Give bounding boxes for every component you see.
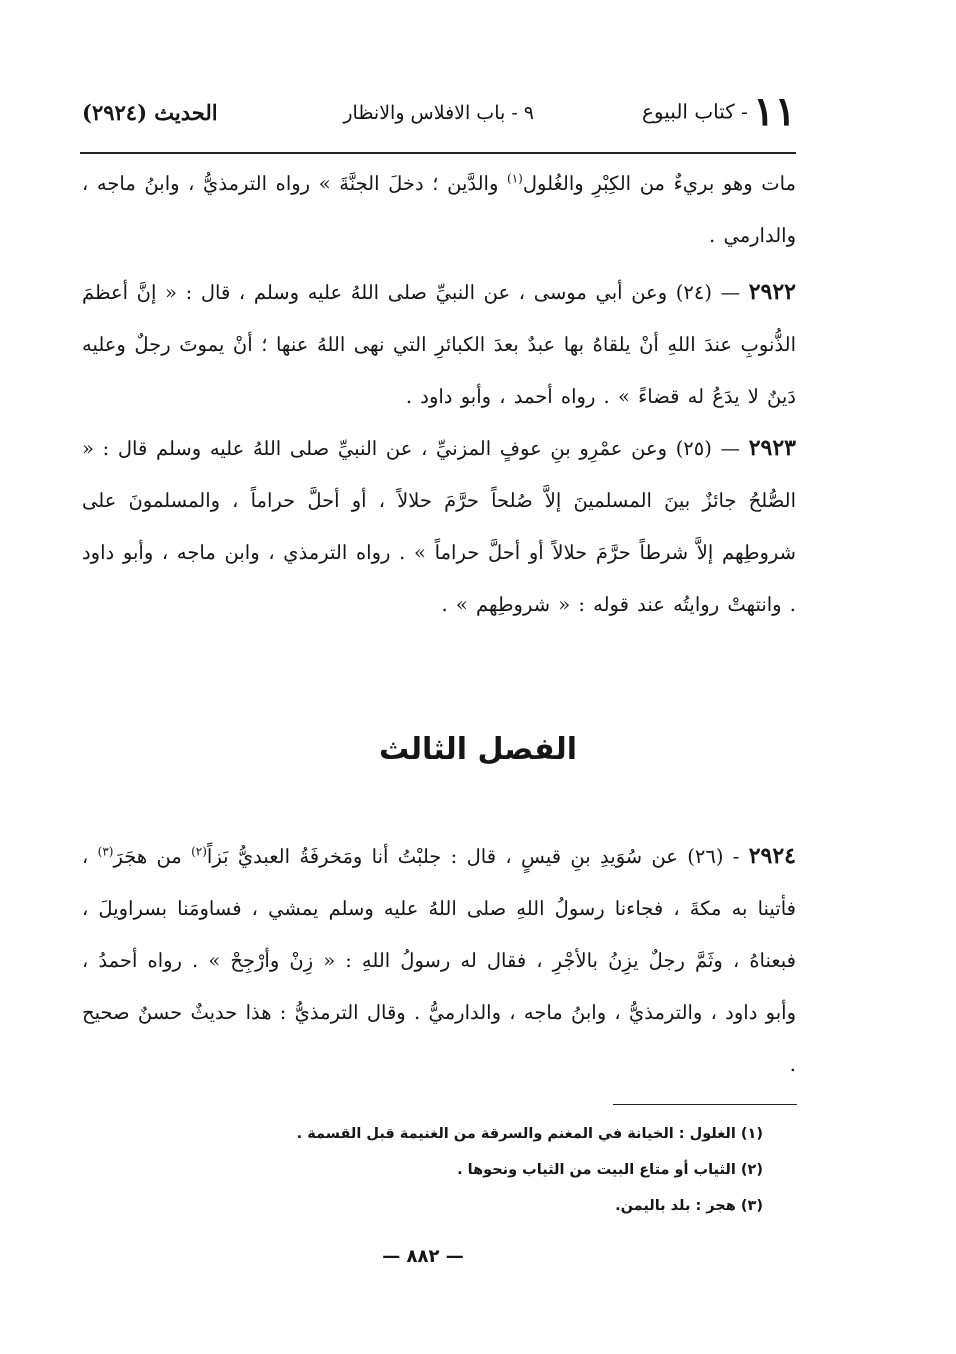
- hadith-2922: [82, 266, 796, 423]
- footnote-3: (٣) هجر : بلد باليمن.: [615, 1198, 763, 1214]
- footnote-2: (٢) الثياب أو متاع البيت من الثياب ونحوها .: [457, 1162, 763, 1178]
- footnote-rule: [613, 1104, 797, 1105]
- book-number: ١١: [753, 88, 796, 135]
- book-title: [642, 88, 796, 135]
- paragraph-text: مات وهو بريءٌ من الكِبْرِ والغُلول: [522, 172, 796, 195]
- book-title-label: - كتاب البيوع: [642, 99, 748, 124]
- section-title: الفصل الثالث: [378, 732, 577, 767]
- hadith-text: - (٢٦) عن سُوَيدِ بنِ قيسٍ ، قال : جلبْتُ أنا ومَخرفَةُ العبديُّ بَزاً: [206, 845, 749, 868]
- hadith-text: ، فأتينا به مكةَ ، فجاءنا رسولُ اللهِ صلى اللهُ عليه وسلم يمشي ، فساومَنا بسراويلَ ، فبعناهُ ، وثَمَّ رجلٌ يزِنُ بالأجْرِ ، فقال له رسولُ اللهِ : « زِنْ وأرْجِحْ » . رواه أحمدُ ، وأبو داود ، والترمذيُّ ، وابنُ ماجه ، والدارميُّ . وقال الترمذيُّ : هذا حديثٌ حسنٌ صحيح .: [82, 845, 796, 1076]
- paragraph-text: والدَّين ؛ دخلَ الجنَّةَ » رواه الترمذيُّ ، وابنُ ماجه ، والدارمي .: [82, 172, 796, 247]
- page-number: — ٨٨٢ —: [382, 1246, 464, 1267]
- hadith-text: — (٢٥) وعن عمْرِو بنِ عوفٍ المزنيِّ ، عن النبيِّ صلى اللهُ عليه وسلم قال : « الصُّلحُ جائزٌ بينَ المسلمينَ إلاَّ صُلحاً حرَّمَ حلالاً ، أو أحلَّ حراماً ، والمسلمونَ على شروطِهم إلاَّ شرطاً حرَّمَ حلالاً أو أحلَّ حراماً » . رواه الترمذي ، وابن ماجه ، وأبو داود . وانتهتْ روايتُه عند قوله : « شروطِهم » .: [82, 437, 797, 616]
- header-rule: [80, 152, 796, 154]
- hadith-number: ٢٩٢٤: [748, 843, 796, 869]
- footnote-1: (١) الغلول : الخيانة في المغنم والسرقة من الغنيمة قبل القسمة .: [296, 1126, 763, 1142]
- hadith-2924: [82, 830, 796, 1091]
- hadith-number: ٢٩٢٣: [748, 435, 796, 461]
- footnotes: [296, 1116, 763, 1224]
- hadith-number: ٢٩٢٢: [748, 279, 796, 305]
- footnote-ref: (١): [507, 171, 523, 186]
- paragraph-continuation: [82, 158, 796, 262]
- hadith-reference: الحديث (٢٩٢٤): [82, 100, 218, 125]
- chapter-title: ٩ - باب الافلاس والانظار: [343, 102, 534, 124]
- footnote-ref: (٢): [191, 844, 207, 859]
- footnote-ref: (٣): [97, 844, 114, 859]
- running-header: [82, 88, 796, 144]
- hadith-2923: [82, 422, 796, 631]
- hadith-text: — (٢٤) وعن أبي موسى ، عن النبيِّ صلى اللهُ عليه وسلم ، قال : « إنَّ أعظمَ الذُّنوبِ عندَ اللهِ أنْ يلقاهُ بها عبدٌ بعدَ الكبائرِ التي نهى اللهُ عنها ؛ أنْ يموتَ رجلٌ وعليه دَينٌ لا يدَعُ له قضاءً » . رواه أحمد ، وأبو داود .: [82, 281, 796, 408]
- hadith-text: من هجَرَ: [113, 845, 192, 868]
